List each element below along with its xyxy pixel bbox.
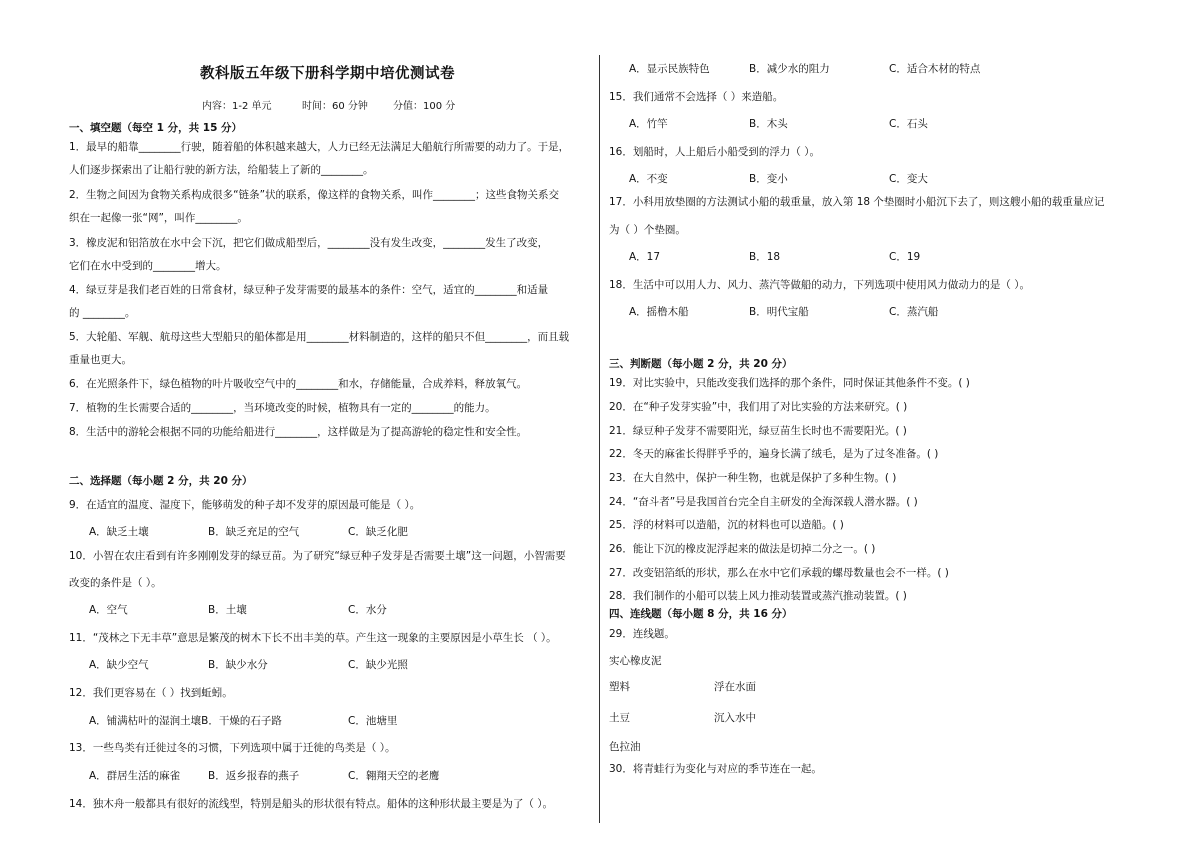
question-14: 14．独木舟一般都具有很好的流线型，特别是船头的形状很有特点。船体的这种形状最主要是为了（ ）。 (69, 798, 553, 810)
question-12: 12．我们更容易在（ ）找到蚯蚓。 (69, 687, 233, 699)
exam-title: 教科版五年级下册科学期中培优测试卷 (200, 66, 455, 82)
question-20: 20．在“种子发芽实验”中，我们用了对比实验的方法来研究。( ) (609, 401, 908, 413)
question-11: 11．“茂林之下无丰草”意思是繁茂的树木下长不出丰美的草。产生这一现象的主要原因是小草生长 （ ）。 (69, 632, 557, 644)
q14-option-c: C．适合木材的特点 (889, 63, 981, 75)
q9-option-a: A．缺乏土壤 (89, 526, 149, 538)
question-23: 23．在大自然中，保护一种生物，也就是保护了多种生物。( ) (609, 472, 897, 484)
q14-option-a: A．显示民族特色 (629, 63, 710, 75)
question-19: 19．对比实验中，只能改变我们选择的那个条件，同时保证其他条件不变。( ) (609, 377, 970, 389)
section-fill-blank-title: 一、填空题（每空 1 分，共 15 分） (69, 122, 243, 134)
question-4-line-2: 的 ________。 (69, 307, 136, 319)
question-21: 21．绿豆种子发芽不需要阳光，绿豆苗生长时也不需要阳光。( ) (609, 425, 907, 437)
q9-option-b: B．缺乏充足的空气 (208, 526, 300, 538)
question-18: 18．生活中可以用人力、风力、蒸汽等做船的动力，下列选项中使用风力做动力的是（ ）。 (609, 279, 1030, 291)
q18-option-c: C．蒸汽船 (889, 306, 939, 318)
exam-time: 时间：60 分钟 (302, 101, 368, 112)
q17-option-b: B．18 (749, 251, 781, 263)
q12-option-c: C．池塘里 (348, 715, 398, 727)
q16-option-a: A．不变 (629, 173, 668, 185)
column-divider (599, 55, 600, 823)
question-29: 29．连线题。 (609, 628, 675, 640)
question-10-line-1: 10．小智在农庄看到有许多刚刚发芽的绿豆苗。为了研究“绿豆种子发芽是否需要土壤”这一问题，小智需要 (69, 550, 566, 562)
section-choice-title: 二、选择题（每小题 2 分，共 20 分） (69, 475, 253, 487)
q17-option-a: A．17 (629, 251, 661, 263)
q17-option-c: C．19 (889, 251, 921, 263)
q10-option-b: B．土壤 (208, 604, 247, 616)
q11-option-c: C．缺少光照 (348, 659, 408, 671)
q16-option-c: C．变大 (889, 173, 928, 185)
matching-left-2: 塑料 (609, 681, 630, 693)
question-15: 15．我们通常不会选择（ ）来造船。 (609, 91, 784, 103)
matching-right-1: 浮在水面 (714, 681, 756, 693)
question-24: 24．“奋斗者”号是我国首台完全自主研发的全海深载人潜水器。( ) (609, 496, 918, 508)
q15-option-a: A．竹竿 (629, 118, 668, 130)
question-2-line-2: 织在一起像一张“网”，叫作________。 (69, 212, 248, 224)
matching-left-3: 土豆 (609, 712, 630, 724)
question-1-line-1: 1．最早的船靠________行驶，随着船的体积越来越大，人力已经无法满足大船航行所需要的动力了。于是， (69, 141, 570, 153)
q13-option-a: A．群居生活的麻雀 (89, 770, 181, 782)
matching-left-1: 实心橡皮泥 (609, 655, 662, 667)
q18-option-a: A．摇橹木船 (629, 306, 689, 318)
question-5-line-2: 重量也更大。 (69, 354, 132, 366)
q10-option-a: A．空气 (89, 604, 128, 616)
question-2-line-1: 2．生物之间因为食物关系构成很多“链条”状的联系，像这样的食物关系，叫作________；这些食物关系交 (69, 189, 560, 201)
question-8: 8．生活中的游轮会根据不同的功能给船进行________，这样做是为了提高游轮的稳定性和安全性。 (69, 426, 528, 438)
q15-option-c: C．石头 (889, 118, 928, 130)
q12-option-ab: A．铺满枯叶的湿润土壤B．干燥的石子路 (89, 715, 282, 727)
question-10-line-2: 改变的条件是（ ）。 (69, 577, 162, 589)
q9-option-c: C．缺乏化肥 (348, 526, 408, 538)
q10-option-c: C．水分 (348, 604, 387, 616)
exam-score: 分值：100 分 (393, 101, 456, 112)
section-judge-title: 三、判断题（每小题 2 分，共 20 分） (609, 358, 793, 370)
section-matching-title: 四、连线题（每小题 8 分，共 16 分） (609, 608, 793, 620)
question-30: 30．将青蛙行为变化与对应的季节连在一起。 (609, 763, 822, 775)
question-28: 28．我们制作的小船可以装上风力推动装置或蒸汽推动装置。( ) (609, 590, 907, 602)
q14-option-b: B．减少水的阻力 (749, 63, 830, 75)
q11-option-b: B．缺少水分 (208, 659, 268, 671)
question-16: 16．划船时，人上船后小船受到的浮力（ ）。 (609, 146, 820, 158)
question-17-line-1: 17．小科用放垫圈的方法测试小船的载重量，放入第 18 个垫圈时小船沉下去了，则这艘小船的载重量应记 (609, 196, 1105, 208)
question-17-line-2: 为（ ）个垫圈。 (609, 224, 686, 236)
question-9: 9．在适宜的温度、湿度下，能够萌发的种子却不发芽的原因最可能是（ ）。 (69, 499, 421, 511)
matching-right-2: 沉入水中 (714, 712, 756, 724)
question-25: 25．浮的材料可以造船，沉的材料也可以造船。( ) (609, 519, 844, 531)
matching-left-4: 色拉油 (609, 741, 641, 753)
question-1-line-2: 人们逐步探索出了让船行驶的新方法，给船装上了新的________。 (69, 164, 374, 176)
question-22: 22．冬天的麻雀长得胖乎乎的，遍身长满了绒毛，是为了过冬准备。( ) (609, 448, 939, 460)
q13-option-b: B．返乡报春的燕子 (208, 770, 300, 782)
q18-option-b: B．明代宝船 (749, 306, 809, 318)
q13-option-c: C．翱翔天空的老鹰 (348, 770, 440, 782)
question-5-line-1: 5．大轮船、军舰、航母这些大型船只的船体都是用________材料制造的，这样的船只不但________，而且载 (69, 331, 570, 343)
q16-option-b: B．变小 (749, 173, 788, 185)
q15-option-b: B．木头 (749, 118, 788, 130)
question-3-line-2: 它们在水中受到的________增大。 (69, 260, 227, 272)
question-4-line-1: 4．绿豆芽是我们老百姓的日常食材，绿豆种子发芽需要的最基本的条件：空气，适宜的________和适量 (69, 284, 549, 296)
question-3-line-1: 3．橡皮泥和铝箔放在水中会下沉，把它们做成船型后，________没有发生改变，________发生了改变， (69, 237, 549, 249)
question-7: 7．植物的生长需要合适的________，当环境改变的时候，植物具有一定的________的能力。 (69, 402, 496, 414)
content-range: 内容：1-2 单元 (202, 101, 272, 112)
q11-option-a: A．缺少空气 (89, 659, 149, 671)
question-26: 26．能让下沉的橡皮泥浮起来的做法是切掉二分之一。( ) (609, 543, 876, 555)
question-27: 27．改变铝箔纸的形状，那么在水中它们承载的螺母数量也会不一样。( ) (609, 567, 949, 579)
question-13: 13．一些鸟类有迁徙过冬的习惯，下列选项中属于迁徙的鸟类是（ ）。 (69, 742, 396, 754)
question-6: 6．在光照条件下，绿色植物的叶片吸收空气中的________和水，存储能量，合成养料，释放氧气。 (69, 378, 528, 390)
